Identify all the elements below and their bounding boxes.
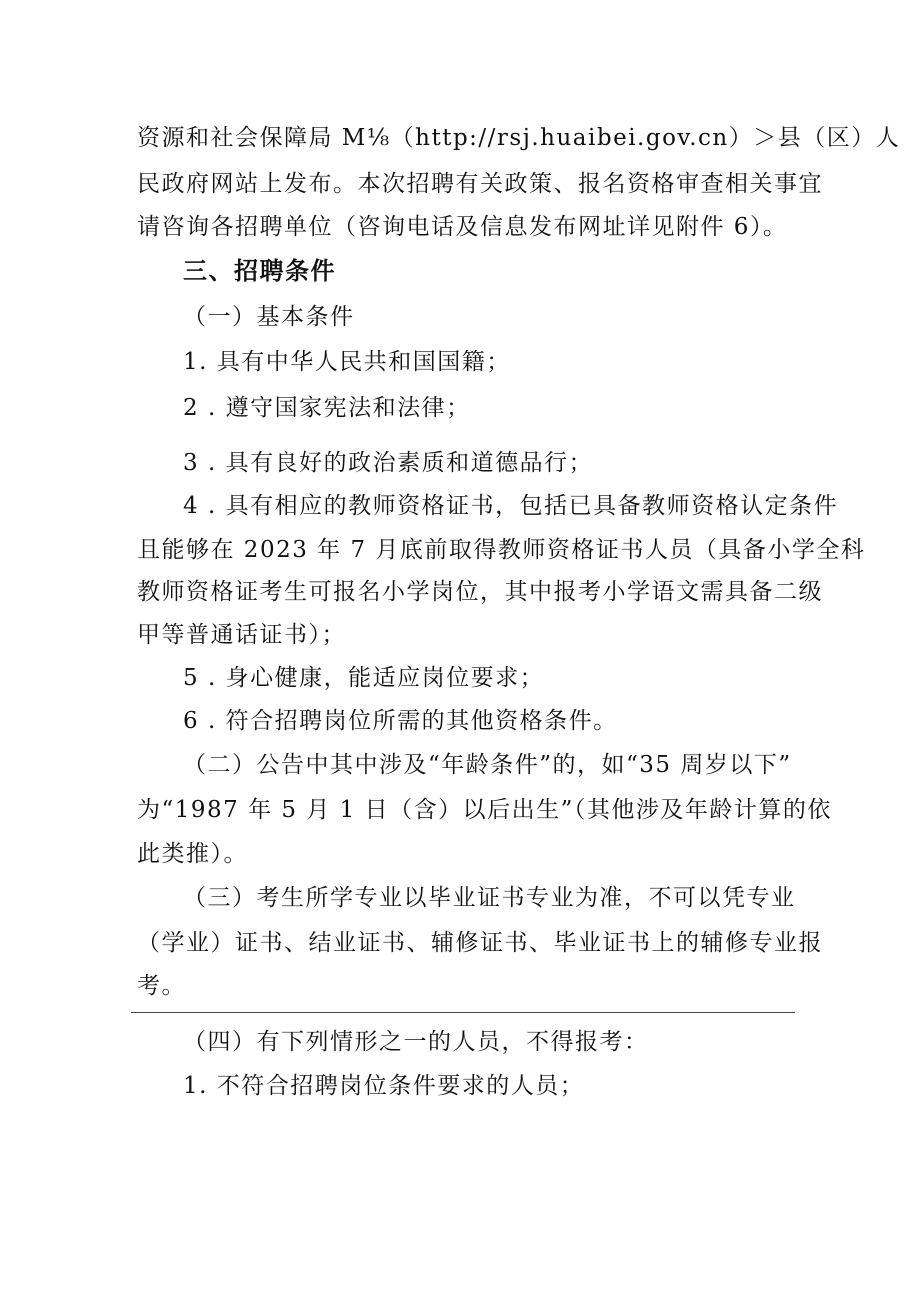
major-note-line-3: 考。 [137, 973, 186, 999]
age-note-line-1: （二）公告中其中涉及“年龄条件”的，如“35 周岁以下” [183, 752, 792, 778]
condition-item-4-line-4: 甲等普通话证书）； [137, 622, 346, 648]
age-note-line-2: 为“1987 年 5 月 1 日（含）以后出生”（其他涉及年龄计算的依 [137, 797, 832, 823]
condition-item-4-line-2: 且能够在 2023 年 7 月底前取得教师资格证书人员（具备小学全科 [137, 537, 866, 563]
condition-item-1: 1. 具有中华人民共和国国籍； [183, 349, 511, 375]
major-note-line-2: （学业）证书、结业证书、辅修证书、毕业证书上的辅修专业报 [137, 930, 823, 956]
age-note-line-3: 此类推）。 [137, 841, 248, 867]
divider-line [131, 1012, 795, 1013]
intro-line-2: 民政府网站上发布。本次招聘有关政策、报名资格审查相关事宜 [137, 171, 823, 197]
condition-item-3: 3 . 具有良好的政治素质和道德品行； [183, 450, 594, 476]
section-heading: 三、招聘条件 [183, 257, 336, 285]
condition-item-4-line-1: 4 . 具有相应的教师资格证书，包括已具备教师资格认定条件 [183, 493, 839, 519]
condition-item-5: 5 . 身心健康，能适应岗位要求； [183, 665, 545, 691]
intro-line-1: 资源和社会保障局 M⅛（http://rsj.huaibei.gov.cn）＞县（区）人 [137, 125, 901, 151]
exclusion-title: （四）有下列情形之一的人员，不得报考： [183, 1029, 649, 1055]
exclusion-item-1: 1. 不符合招聘岗位条件要求的人员； [183, 1073, 585, 1099]
major-note-line-1: （三）考生所学专业以毕业证书专业为准，不可以凭专业 [183, 885, 796, 911]
intro-line-3: 请咨询各招聘单位（咨询电话及信息发布网址详见附件 6）。 [137, 214, 788, 240]
condition-item-4-line-3: 教师资格证考生可报名小学岗位，其中报考小学语文需具备二级 [137, 579, 823, 605]
condition-item-6: 6 . 符合招聘岗位所需的其他资格条件。 [183, 708, 618, 734]
basic-conditions-title: （一）基本条件 [183, 304, 355, 330]
condition-item-2: 2 . 遵守国家宪法和法律； [183, 395, 471, 421]
